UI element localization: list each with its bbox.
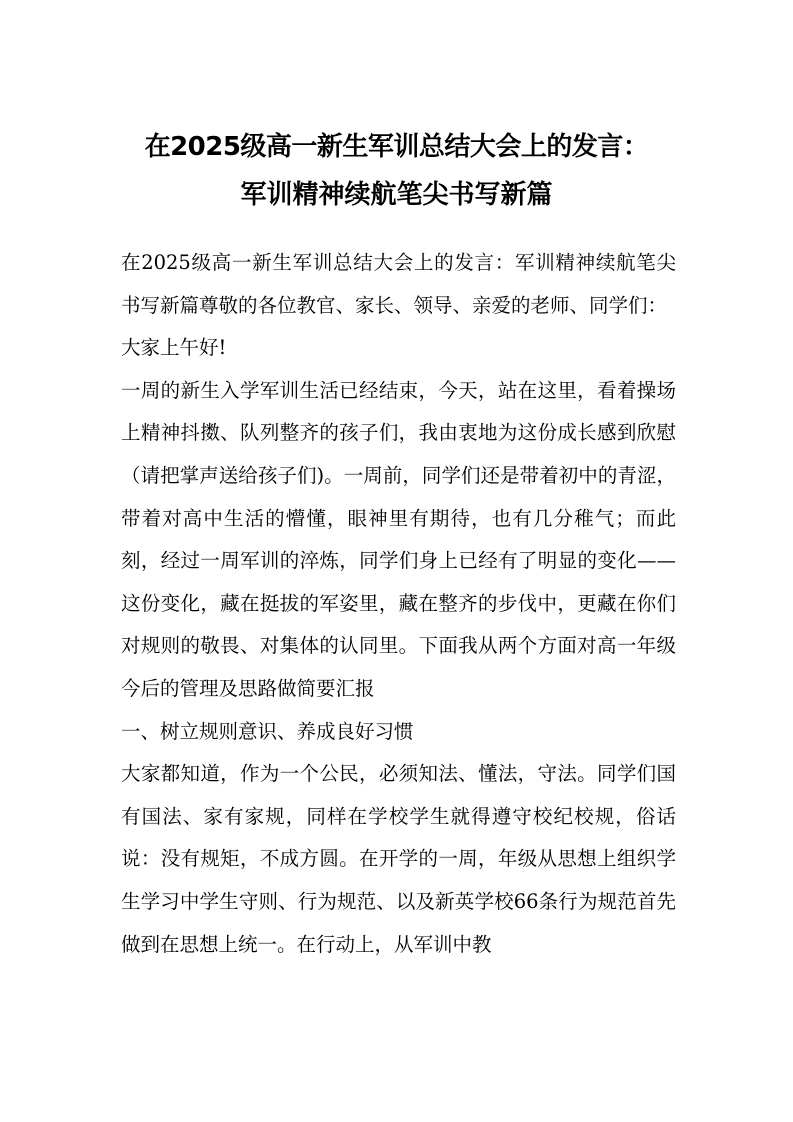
document-title-line-2: 军训精神续航笔尖书写新篇 [240, 180, 553, 210]
document-body [121, 242, 676, 966]
paragraph-section-1: 大家都知道，作为一个公民，必须知法、懂法，守法。同学们国有国法、家有家规，同样在学校学生就得遵守校纪校规，俗话说：没有规矩，不成方圆。在开学的一周，年级从思想上组织学生学习中学生守则、行为规范、以及新英学校66条行为规范首先做到在思想上统一。在行动上，从军训中教 [121, 762, 676, 956]
paragraph-introduction: 一周的新生入学军训生活已经结束，今天，站在这里，看着操场上精神抖擞、队列整齐的孩子们，我由衷地为这份成长感到欣慰（请把掌声送给孩子们)。一周前，同学们还是带着初中的青涩，带着对高中生活的懵懂，眼神里有期待，也有几分稚气；而此刻，经过一周军训的淬炼，同学们身上已经有了明显的变化——这份变化，藏在挺拔的军姿里，藏在整齐的步伐中，更藏在你们对规则的敬畏、对集体的认同里。下面我从两个方面对高一年级今后的管理及思路做简要汇报 [121, 378, 676, 700]
section-heading-1: 一、树立规则意识、养成良好习惯 [121, 719, 414, 743]
paragraph-good-morning: 大家上午好! [121, 336, 227, 360]
paragraph-greeting-address: 在2025级高一新生军训总结大会上的发言：军训精神续航笔尖书写新篇尊敬的各位教官、家长、领导、亲爱的老师、同学们： [121, 251, 676, 317]
document-title-line-1: 在2025级高一新生军训总结大会上的发言： [144, 132, 649, 162]
